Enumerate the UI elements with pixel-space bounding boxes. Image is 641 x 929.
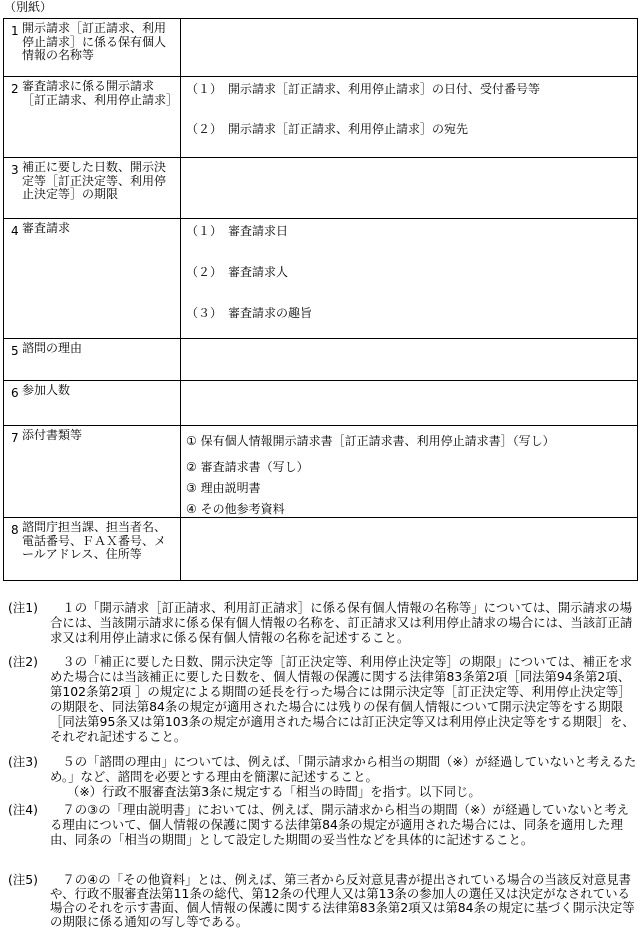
row-number: 5 [11,344,19,358]
row-content-cell [181,158,638,218]
row-number: 1 [11,24,19,38]
note-text: ５の「諮問の理由」については、例えば、「開示請求から相当の期間（※）が経過していないと考えるため。」など、諮問を必要とする理由を簡潔に記述すること。 [50,754,637,784]
row-number: 6 [11,386,19,400]
row-label: 補正に要した日数、開示決定等［訂正決定等、利用停止決定等］の期限 [22,160,167,201]
row-heading-cell [4,518,181,580]
table-row [4,339,638,381]
content-item: （２） 審査請求人 [186,265,289,279]
row-number: 2 [11,82,19,96]
content-item-list [186,224,633,320]
row-content-cell [181,339,638,380]
row-number: 8 [11,523,19,537]
content-item: ① 保有個人情報開示請求書［訂正請求書、利用停止請求書］（写し） [186,434,555,448]
note-body [50,754,638,799]
content-item-list [186,434,633,516]
row-heading-cell [4,339,181,380]
note-label: (注1) [8,600,38,615]
table-row [4,426,638,518]
row-content-cell [181,426,638,517]
note-label: (注5) [8,872,38,887]
note-text: ７の④の「その他資料」とは、例えば、第三者から反対意見書が提出されている場合の当該反対意見書や、行政不服審査法第11条の総代、第12条の代理人又は第13条の参加人の選任又は決定がなされている場合のそれを示す書面、個人情報の保護に関する法律第83条第2項又は第84条の規定に基づく開示決定等の期限に係る通知の写し等である。 [50,872,635,929]
row-label: 諮問の理由 [22,341,83,355]
table-row [4,219,638,339]
content-item-list [186,82,633,136]
row-heading-cell [4,77,181,157]
row-number: 4 [11,224,19,238]
content-item: （３） 審査請求の趣旨 [186,306,313,320]
row-label: 審査請求に係る開示請求［訂正請求、利用停止請求］ [22,79,179,107]
table-row [4,19,638,77]
row-content-cell [181,219,638,338]
note-text: ７の③の「理由説明書」においては、例えば、開示請求から相当の期間（※）が経過していないと考える理由について、個人情報の保護に関する法律第84条の規定が適用された場合には、同条を適用した理由、同条の「相当の期間」として設定した期間の妥当性などを具体的に記述すること。 [50,802,630,847]
attachment-label: （別紙） [4,0,53,14]
form-table [3,18,638,581]
content-item: （２） 開示請求［訂正請求、利用停止請求］の宛先 [186,122,469,136]
note-text: １の「開示請求［訂正請求、利用訂正請求］に係る保有個人情報の名称等」については、開示請求の場合には、当該開示請求に係る保有個人情報の名称を、訂正請求又は利用停止請求の場合には、当該訂正請求又は利用停止請求に係る保有個人情報の名称を記述すること。 [50,600,633,645]
row-label: 添付書類等 [22,428,83,442]
row-number: 3 [11,163,19,177]
note-label: (注3) [8,754,38,769]
note-subtext: （※）行政不服審査法第3条に規定する「相当の時間」を指す。以下同じ。 [67,784,481,799]
content-item: ② 審査請求書（写し） [186,460,309,474]
row-label: 参加人数 [22,383,71,397]
row-content-cell [181,518,638,580]
table-row [4,381,638,426]
table-row [4,158,638,219]
row-heading-cell [4,426,181,517]
row-heading-cell [4,381,181,425]
content-item: ③ 理由説明書 [186,481,261,495]
table-row [4,77,638,158]
content-item: （１） 審査請求日 [186,224,289,238]
row-heading-cell [4,158,181,218]
content-item: ④ その他参考資料 [186,502,285,516]
row-label: 諮問庁担当課、担当者名、電話番号、ＦＡＸ番号、メールアドレス、住所等 [22,520,167,561]
content-item: （１） 開示請求［訂正請求、利用停止請求］の日付、受付番号等 [186,82,541,96]
row-label: 審査請求 [22,221,71,235]
note-text: ３の「補正に要した日数、開示決定等［訂正決定等、利用停止決定等］の期限」については、補正を求めた場合には当該補正に要した日数を、個人情報の保護に関する法律第83条第2項［同法第94条第2項、第102条第2項 ］の規定による期間の延長を行った場合には開示決定等［訂正決定等、利用停止決定等］の期限を、同法第84条の規定が適用された場合には残りの保有個人情報について開示決定等をする期限［同法第95条又は第103条の規定が適用された場合には訂正決定等又は利用停止決定等をする期限］を、それぞれ記述すること。 [50,654,635,744]
row-heading-cell [4,219,181,338]
row-heading-cell [4,19,181,76]
row-content-cell [181,381,638,425]
note-label: (注4) [8,802,38,817]
table-row [4,518,638,581]
note-label: (注2) [8,654,38,669]
row-number: 7 [11,431,19,445]
row-content-cell [181,77,638,157]
row-content-cell [181,19,638,76]
row-label: 開示請求［訂正請求、利用停止請求］に係る保有個人情報の名称等 [22,21,167,62]
